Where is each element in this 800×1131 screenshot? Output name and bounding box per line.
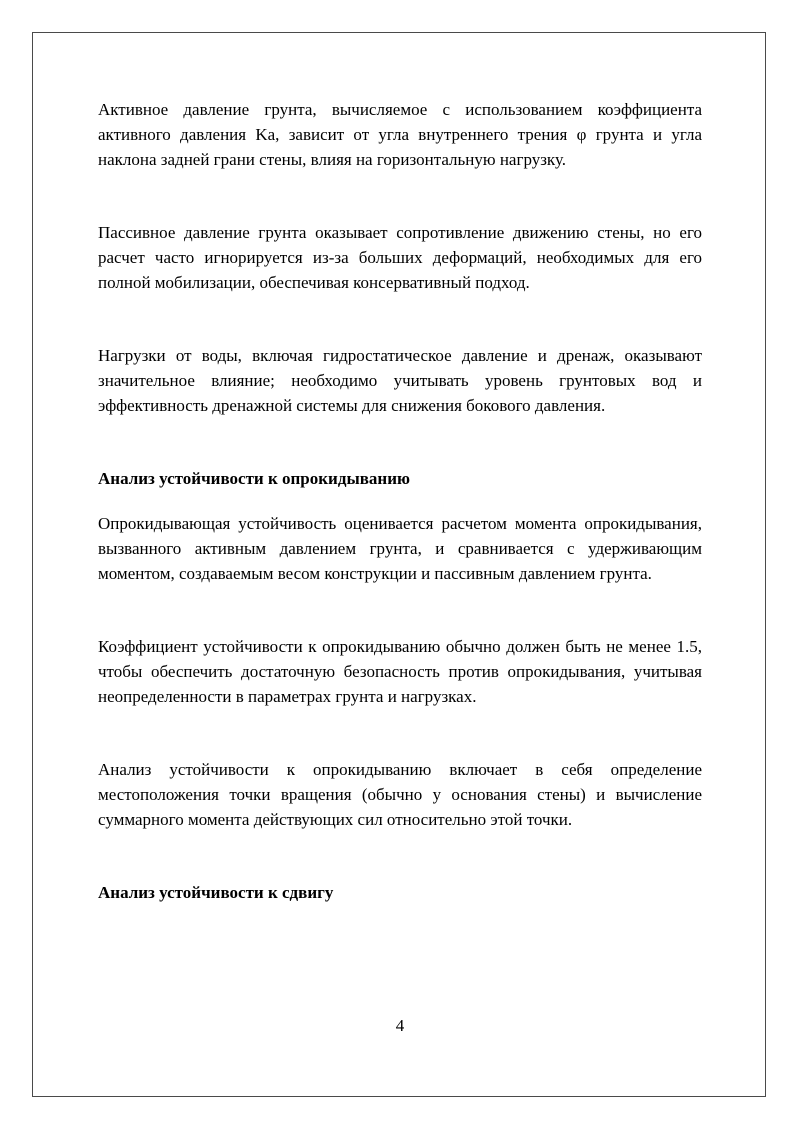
paragraph-active-pressure: Активное давление грунта, вычисляемое с использованием коэффициента активного давления Ka, зависит от угла внутреннего трения φ грунта и угла наклона задней грани стены, влияя на горизонтальную нагрузку. bbox=[98, 100, 702, 169]
page-number: 4 bbox=[395, 1016, 405, 1035]
paragraph-overturning-stability: Опрокидывающая устойчивость оценивается расчетом момента опрокидывания, вызванного активным давлением грунта, и сравнивается с удерживающим моментом, создаваемым весом конструкции и пассивным давлением грунта. bbox=[98, 514, 702, 583]
heading-sliding: Анализ устойчивости к сдвигу bbox=[98, 883, 334, 902]
paragraph-safety-factor: Коэффициент устойчивости к опрокидыванию обычно должен быть не менее 1.5, чтобы обеспечить достаточную безопасность против опрокидывания, учитывая неопределенности в параметрах грунта и нагрузках. bbox=[98, 637, 702, 706]
heading-overturning: Анализ устойчивости к опрокидыванию bbox=[98, 469, 410, 488]
document-body bbox=[98, 97, 702, 905]
paragraph-passive-pressure: Пассивное давление грунта оказывает сопротивление движению стены, но его расчет часто игнорируется из-за больших деформаций, необходимых для его полной мобилизации, обеспечивая консервативный подход. bbox=[98, 223, 702, 292]
paragraph-rotation-point: Анализ устойчивости к опрокидыванию включает в себя определение местоположения точки вращения (обычно у основания стены) и вычисление суммарного момента действующих сил относительно этой точки. bbox=[98, 760, 702, 829]
paragraph-water-loads: Нагрузки от воды, включая гидростатическое давление и дренаж, оказывают значительное влияние; необходимо учитывать уровень грунтовых вод и эффективность дренажной системы для снижения бокового давления. bbox=[98, 346, 702, 415]
